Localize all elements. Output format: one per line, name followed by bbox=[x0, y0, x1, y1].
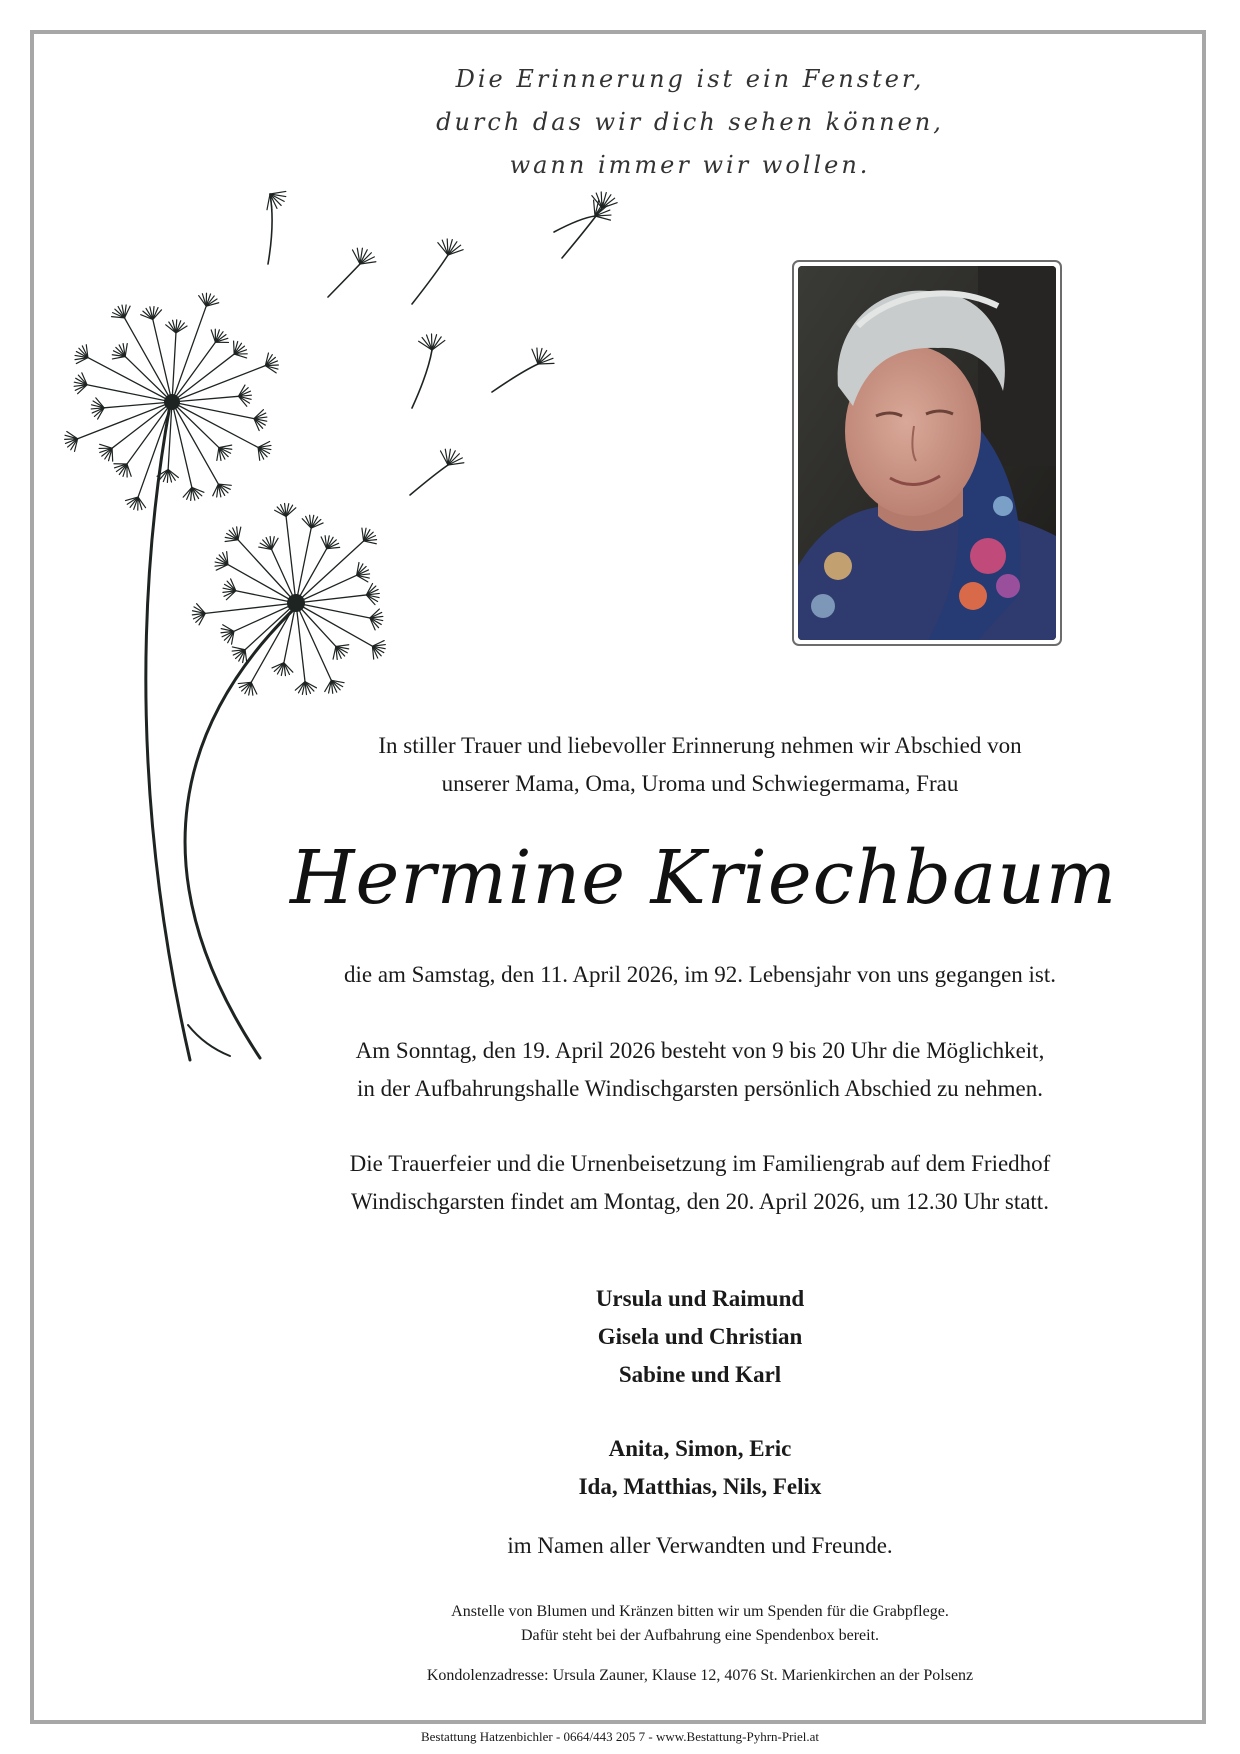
dandelion-seeds bbox=[267, 191, 617, 495]
condolence-line: Kondolenzadresse: Ursula Zauner, Klause 12, 4076 St. Marienkirchen an der Polsenz bbox=[426, 1667, 974, 1684]
quote-line-1: Die Erinnerung ist ein Fenster, bbox=[455, 65, 925, 93]
mourner-name: Anita, Simon, Eric bbox=[608, 1436, 792, 1461]
funeral-home-footer: Bestattung Hatzenbichler - 0664/443 205 7 - www.Bestattung-Pyhrn-Priel.at bbox=[420, 1729, 820, 1744]
funeral-text bbox=[290, 1145, 1110, 1221]
condolence-address bbox=[290, 1664, 1110, 1688]
viewing-line-1: Am Sonntag, den 19. April 2026 besteht von 9 bis 20 Uhr die Möglichkeit, bbox=[355, 1038, 1045, 1063]
mourner-name: Ida, Matthias, Nils, Felix bbox=[578, 1474, 822, 1499]
relatives-line: im Namen aller Verwandten und Freunde. bbox=[507, 1533, 893, 1558]
dandelion-illustration bbox=[40, 180, 680, 1080]
donation-line-1: Anstelle von Blumen und Kränzen bitten wir um Spenden für die Grabpflege. bbox=[451, 1603, 949, 1620]
mourners-grandchildren bbox=[290, 1430, 1110, 1506]
funeral-line-2: Windischgarsten findet am Montag, den 20. April 2026, um 12.30 Uhr statt. bbox=[351, 1189, 1049, 1214]
dandelion-stem-1 bbox=[146, 405, 190, 1060]
memorial-quote bbox=[430, 58, 950, 187]
intro-line-2: unserer Mama, Oma, Uroma und Schwiegermama, Frau bbox=[441, 771, 959, 796]
mourner-name: Gisela und Christian bbox=[597, 1324, 803, 1349]
funeral-line-1: Die Trauerfeier und die Urnenbeisetzung im Familiengrab auf dem Friedhof bbox=[349, 1151, 1051, 1176]
intro-line-1: In stiller Trauer und liebevoller Erinnerung nehmen wir Abschied von bbox=[378, 733, 1022, 758]
dandelion-stem-2 bbox=[185, 608, 295, 1058]
viewing-line-2: in der Aufbahrungshalle Windischgarsten persönlich Abschied zu nehmen. bbox=[357, 1076, 1043, 1101]
deceased-name: Hermine Kriechbaum bbox=[290, 835, 1118, 921]
death-line-1: die am Samstag, den 11. April 2026, im 92. Lebensjahr von uns gegangen ist. bbox=[343, 962, 1057, 987]
relatives-text bbox=[290, 1527, 1110, 1565]
intro-text bbox=[290, 727, 1110, 803]
portrait-photo-frame bbox=[792, 260, 1062, 646]
quote-line-2: durch das wir dich sehen können, bbox=[436, 108, 944, 136]
mourner-name: Sabine und Karl bbox=[618, 1362, 782, 1387]
portrait-photo bbox=[798, 266, 1056, 640]
viewing-text bbox=[290, 1032, 1110, 1108]
donation-note bbox=[290, 1600, 1110, 1648]
donation-line-2: Dafür steht bei der Aufbahrung eine Spendenbox bereit. bbox=[520, 1627, 880, 1644]
mourner-name: Ursula und Raimund bbox=[595, 1286, 805, 1311]
death-notice-text bbox=[290, 956, 1110, 994]
quote-line-3: wann immer wir wollen. bbox=[509, 151, 871, 179]
mourners-children bbox=[290, 1280, 1110, 1394]
